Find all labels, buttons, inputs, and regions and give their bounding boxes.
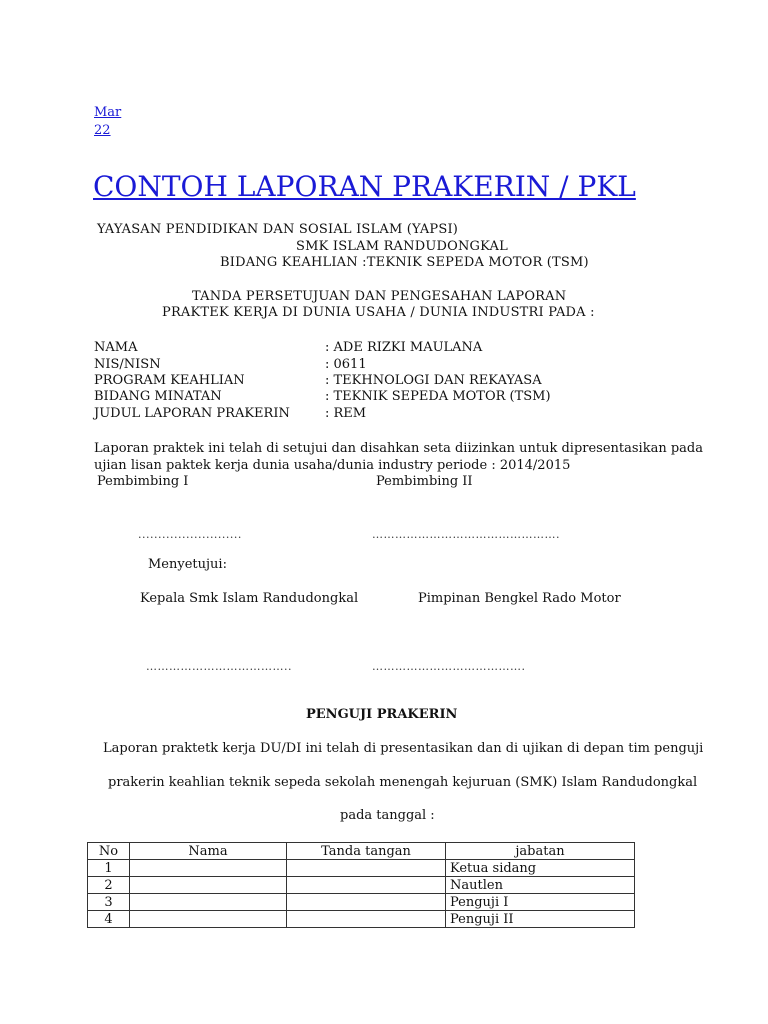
cell-nama — [130, 877, 287, 894]
cell-jabatan: Penguji II — [446, 911, 635, 928]
kepala-sekolah-label: Kepala Smk Islam Randudongkal — [140, 591, 359, 606]
penguji-text-line-3: pada tanggal : — [340, 808, 435, 823]
cell-jabatan: Penguji I — [446, 894, 635, 911]
post-date-month[interactable]: Mar — [94, 105, 122, 120]
cell-tanda — [287, 860, 446, 877]
signature-line-pembimbing-1: .......................... — [138, 528, 242, 541]
col-header-tanda: Tanda tangan — [287, 843, 446, 860]
cell-no: 4 — [88, 911, 130, 928]
approval-line-2: PRAKTEK KERJA DI DUNIA USAHA / DUNIA INDUSTRI PADA : — [162, 305, 595, 320]
signature-line-pimpinan: …………………………………. — [372, 660, 526, 673]
field-value-program: : TEKHNOLOGI DAN REKAYASA — [325, 373, 542, 388]
field-label-nis: NIS/NISN — [94, 357, 161, 372]
pembimbing-2-label: Pembimbing II — [376, 474, 473, 489]
menyetujui-label: Menyetujui: — [148, 557, 227, 572]
field-label-bidang: BIDANG MINATAN — [94, 389, 222, 404]
post-date-day[interactable]: 22 — [94, 123, 111, 138]
field-value-nis: : 0611 — [325, 357, 367, 372]
field-label-nama: NAMA — [94, 340, 138, 355]
signature-line-kepala: ……………………………….. — [146, 660, 292, 673]
header-school: SMK ISLAM RANDUDONGKAL — [296, 239, 508, 254]
cell-no: 3 — [88, 894, 130, 911]
cell-nama — [130, 860, 287, 877]
field-value-nama: : ADE RIZKI MAULANA — [325, 340, 483, 355]
cell-no: 1 — [88, 860, 130, 877]
field-label-judul: JUDUL LAPORAN PRAKERIN — [94, 406, 290, 421]
signature-line-pembimbing-2: …………………………………………. — [372, 528, 560, 541]
approval-line-1: TANDA PERSETUJUAN DAN PENGESAHAN LAPORAN — [192, 289, 567, 304]
page-title[interactable]: CONTOH LAPORAN PRAKERIN / PKL — [93, 170, 636, 203]
cell-tanda — [287, 894, 446, 911]
cell-tanda — [287, 877, 446, 894]
header-foundation: YAYASAN PENDIDIKAN DAN SOSIAL ISLAM (YAPSI) — [97, 222, 459, 237]
table-row — [88, 911, 635, 928]
penguji-text-line-2: prakerin keahlian teknik sepeda sekolah menengah kejuruan (SMK) Islam Randudongkal — [108, 775, 698, 790]
penguji-text-line-1: Laporan praktetk kerja DU/DI ini telah di presentasikan dan di ujikan di depan tim penguji — [103, 741, 704, 756]
table-row — [88, 860, 635, 877]
col-header-jabatan: jabatan — [446, 843, 635, 860]
table-row — [88, 894, 635, 911]
cell-nama — [130, 894, 287, 911]
cell-nama — [130, 911, 287, 928]
cell-jabatan: Nautlen — [446, 877, 635, 894]
penguji-heading: PENGUJI PRAKERIN — [306, 707, 458, 722]
pembimbing-1-label: Pembimbing I — [97, 474, 189, 489]
cell-tanda — [287, 911, 446, 928]
col-header-no: No — [88, 843, 130, 860]
cell-no: 2 — [88, 877, 130, 894]
header-field: BIDANG KEAHLIAN :TEKNIK SEPEDA MOTOR (TSM) — [220, 255, 589, 270]
statement-line-2: ujian lisan paktek kerja dunia usaha/dunia industry periode : 2014/2015 — [94, 458, 571, 473]
field-label-program: PROGRAM KEAHLIAN — [94, 373, 245, 388]
statement-line-1: Laporan praktek ini telah di setujui dan disahkan seta diizinkan untuk dipresentasikan pada — [94, 441, 703, 456]
col-header-nama: Nama — [130, 843, 287, 860]
table-header-row — [88, 843, 635, 860]
field-value-bidang: : TEKNIK SEPEDA MOTOR (TSM) — [325, 389, 551, 404]
table-row — [88, 877, 635, 894]
pimpinan-bengkel-label: Pimpinan Bengkel Rado Motor — [418, 591, 621, 606]
field-value-judul: : REM — [325, 406, 367, 421]
cell-jabatan: Ketua sidang — [446, 860, 635, 877]
penguji-table — [87, 842, 635, 928]
